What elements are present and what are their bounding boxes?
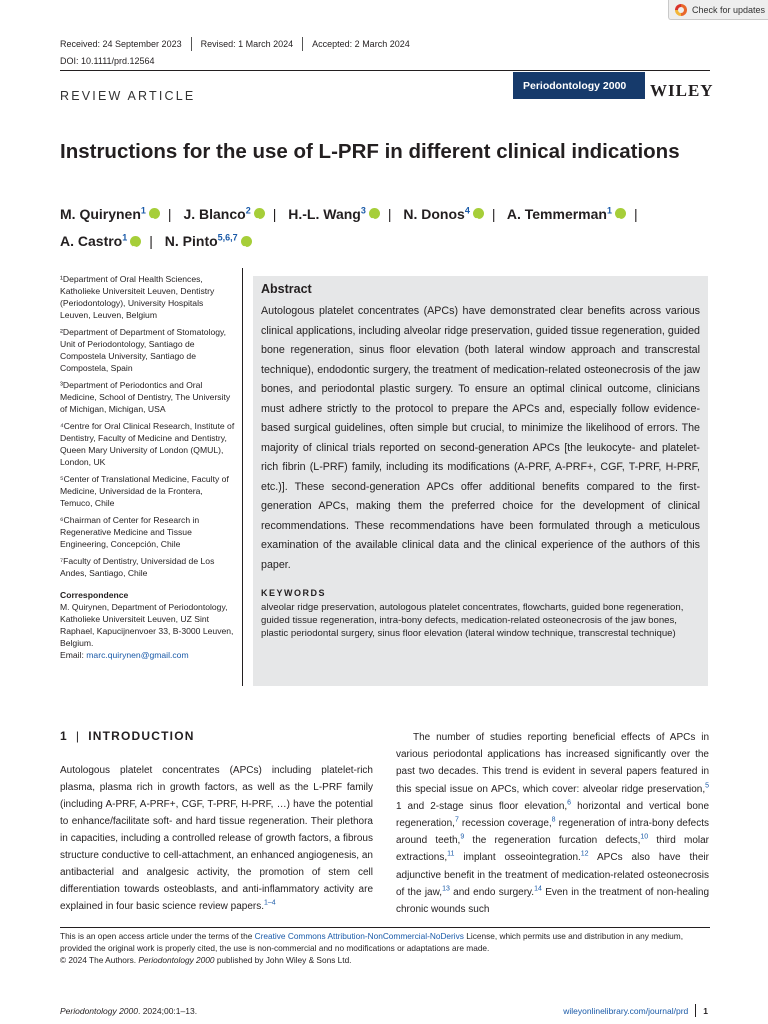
doi[interactable]: DOI: 10.1111/prd.12564: [60, 56, 155, 66]
correspondence-email-link[interactable]: marc.quirynen@gmail.com: [86, 650, 189, 660]
affiliation: ⁴Centre for Oral Clinical Research, Institute of Dentistry, Faculty of Medicine and Dentistry, Queen Mary University of London (QMUL), London, UK: [60, 421, 235, 467]
affiliation-ref: 1: [122, 232, 128, 243]
keywords: alveolar ridge preservation, autologous platelet concentrates, flowcharts, guided bone regeneration, guided tissue regeneration, intra-bony defects, medication-related osteonecrosis of the jaw bones, plastic periodontal surgery, sinus floor elevation (lateral window technique, transcrestal technique): [261, 602, 684, 639]
affiliation-ref: 3: [360, 205, 366, 215]
publisher-logo[interactable]: WILEY: [650, 81, 714, 100]
paragraph: Autologous platelet concentrates (APCs) including platelet-rich plasma, plasma rich in growth factors, as well as the L-PRF family (including A-PRF, A-PRF+, CGF, T-PRF, H-PRF, …) have the potential to enhance/facilitate soft- and hard tissue regeneration. Their plethora in capacities, including a controlled release of growth factors, a fibrous structure conductive to cell-attachment, an enhanced angiogenesis, an antibacterial and analgesic activity, the promotion of stem cell differentiation towards osteoblasts, and anti-inflammatory activity are explained in four basic science review papers.$^{1-4}$: [60, 765, 373, 912]
check-for-updates-button[interactable]: [668, 0, 768, 20]
affiliation: ¹Department of Oral Health Sciences, Katholieke Universiteit Leuven, Dentistry (Periodontology), University Hospitals Leuven, Leuven, Belgium: [60, 274, 215, 320]
page-number: 1: [703, 1005, 708, 1016]
journal-url-link[interactable]: wileyonlinelibrary.com/journal/prd: [563, 1005, 689, 1016]
accepted-date: Accepted: 2 March 2024: [312, 39, 410, 49]
divider: [302, 37, 303, 51]
correspondence-heading: Correspondence: [60, 590, 129, 600]
reference-link[interactable]: 12: [580, 851, 589, 859]
body-column-left: [60, 762, 373, 915]
affiliation-ref: 1: [140, 205, 146, 215]
journal-name: Periodontology 2000: [523, 79, 627, 92]
article-dates: [60, 37, 410, 51]
correspondence-address: M. Quirynen, Department of Periodontology, Katholieke Universiteit Leuven, UZ Sint Raphael, Kapucijnenvoer 33, B-3000 Leuven, Belgium. Email: marc.quirynen@gmail.com: [60, 602, 234, 660]
divider: [695, 1004, 696, 1017]
revised-date: Revised: 1 March 2024: [200, 39, 294, 49]
affiliation: ²Department of Department of Stomatology, Unit of Periodontology, Santiago de Compostela University, Santiago de Compostela, Spain: [60, 327, 227, 373]
author[interactable]: N. Donos$^4$iD: [403, 206, 483, 222]
article-title: Instructions for the use of L-PRF in different clinical indications: [60, 140, 680, 163]
author-list: M. Quirynen$^1$iD | J. Blanco$^2$iD | H.-L. Wang$^3$iD | N. Donos$^4$iD | A. Temmerman$^1$iD | A. Castro$^1$iD | N. Pinto$^{5,6,7}$iD: [60, 198, 710, 253]
orcid-icon[interactable]: [615, 208, 626, 219]
header-rule: [60, 70, 710, 71]
received-date: Received: 24 September 2023: [60, 39, 182, 49]
author[interactable]: A. Temmerman$^1$iD: [507, 206, 626, 222]
affiliation: ⁶Chairman of Center for Research in Regenerative Medicine and Tissue Engineering, Concepción, Chile: [60, 515, 200, 549]
abstract-heading: Abstract: [261, 282, 312, 296]
article-type: REVIEW ARTICLE: [60, 89, 196, 103]
affiliation-ref: 5,6,7: [217, 232, 238, 243]
footer-right: [563, 1004, 708, 1017]
orcid-icon[interactable]: [369, 208, 380, 219]
column-divider: [242, 268, 243, 686]
affiliation-ref: 1: [606, 205, 612, 215]
check-for-updates-label: Check for updates: [692, 4, 766, 15]
abstract-text: Autologous platelet concentrates (APCs) have demonstrated clear benefits across various clinical applications, including alveolar ridge preservation, guided tissue regeneration, guided bone regeneration, sinus floor elevation (both lateral window approach and transcrestal technique), endodontic surgery, the treatment of medication-related osteonecrosis of the jaw bones, and periodontal plastic surgery. To ensure an optimal clinical outcome, clinicians must adhere strictly to the protocol to prepare the APCs and, especially follow evidence-based surgical guidelines, often simple but crucial, to minimize the likelihood of errors. The majority of clinical trials reported on second-generation APCs [the leukocyte- and platelet-rich fibrin (L-PRF) family, including its modifications (A-PRF, A-PRF+, CGF, T-PRF, H-PRF, etc.)]. These second-generation APCs offer additional benefits compared to the first-generation APCs, making them the preferred choice for the development of clinical recommendations. These recommendations have been formulated through a meticulous examination of the available clinical data and the clinical experience of the authors of this paper.: [261, 305, 700, 571]
divider: [191, 37, 192, 51]
orcid-icon[interactable]: [241, 236, 252, 247]
crossmark-icon: [675, 4, 687, 16]
orcid-icon[interactable]: [254, 208, 265, 219]
orcid-icon[interactable]: [130, 236, 141, 247]
reference-link[interactable]: 5: [705, 782, 709, 790]
reference-link[interactable]: 10: [640, 833, 649, 841]
orcid-icon[interactable]: [149, 208, 160, 219]
journal-badge[interactable]: [513, 72, 645, 99]
affiliation-ref: 4: [464, 205, 470, 215]
author[interactable]: H.-L. Wang$^3$iD: [288, 206, 380, 222]
author[interactable]: A. Castro$^1$iD: [60, 233, 141, 249]
reference-link[interactable]: 9: [460, 833, 465, 841]
keywords-heading: KEYWORDS: [261, 588, 327, 598]
affiliation: ³Department of Periodontics and Oral Medicine, School of Dentistry, The University of Michigan, Michigan, USA: [60, 380, 231, 414]
section-heading: 1 | INTRODUCTION: [60, 729, 195, 743]
footer-citation: Periodontology 2000. 2024;00:1–13.: [60, 1006, 198, 1016]
body-column-right: [396, 729, 709, 918]
author[interactable]: J. Blanco$^2$iD: [183, 206, 264, 222]
license-link[interactable]: Creative Commons Attribution-NonCommercial-NoDerivs: [254, 931, 464, 941]
affiliation: ⁷Faculty of Dentistry, Universidad de Los Andes, Santiago, Chile: [60, 556, 215, 578]
abstract-box: [253, 276, 708, 686]
footer-rule: [60, 927, 710, 928]
license-notice: This is an open access article under the terms of the Creative Commons Attribution-NonCommercial-NoDerivs License, which permits use and distribution in any medium, provided the original work is properly cited, the use is non-commercial and no modifications or adaptations are made. © 2024 The Authors. Periodontology 2000 published by John Wiley & Sons Ltd.: [60, 931, 684, 965]
reference-link[interactable]: 7: [454, 816, 459, 824]
affiliations: [60, 273, 235, 661]
reference-link[interactable]: 1–4: [264, 899, 276, 907]
reference-link[interactable]: 11: [447, 851, 455, 859]
affiliation-ref: 2: [245, 205, 251, 215]
reference-link[interactable]: 8: [551, 816, 556, 824]
author[interactable]: N. Pinto$^{5,6,7}$iD: [165, 233, 252, 249]
paragraph: The number of studies reporting beneficial effects of APCs in various periodontal applications has increased significantly over the past two decades. This trend is evident in several papers featured in this special issue on APCs, which cover: alveolar ridge preservation,$^5$ 1 and 2-stage sinus floor elevation,$^6$ horizontal and vertical bone regeneration,$^7$ recession coverage,$^8$ regeneration of intra-bony defects around teeth,$^9$ the regeneration furcation defects,$^{10}$ third molar extractions,$^{11}$ implant osseointegration.$^{12}$ APCs also have their adjunctive benefit in the treatment of medication-related osteonecrosis of the jaw,$^{13}$ and endo surgery.$^{14}$ Even in the treatment of non-healing chronic wounds such: [396, 732, 710, 916]
reference-link[interactable]: 14: [534, 885, 542, 893]
affiliation: ⁵Center of Translational Medicine, Faculty of Medicine, Universidad de la Frontera, Temuco, Chile: [60, 474, 229, 508]
reference-link[interactable]: 6: [567, 799, 572, 807]
reference-link[interactable]: 13: [442, 885, 450, 893]
author[interactable]: M. Quirynen$^1$iD: [60, 206, 160, 222]
orcid-icon[interactable]: [473, 208, 484, 219]
